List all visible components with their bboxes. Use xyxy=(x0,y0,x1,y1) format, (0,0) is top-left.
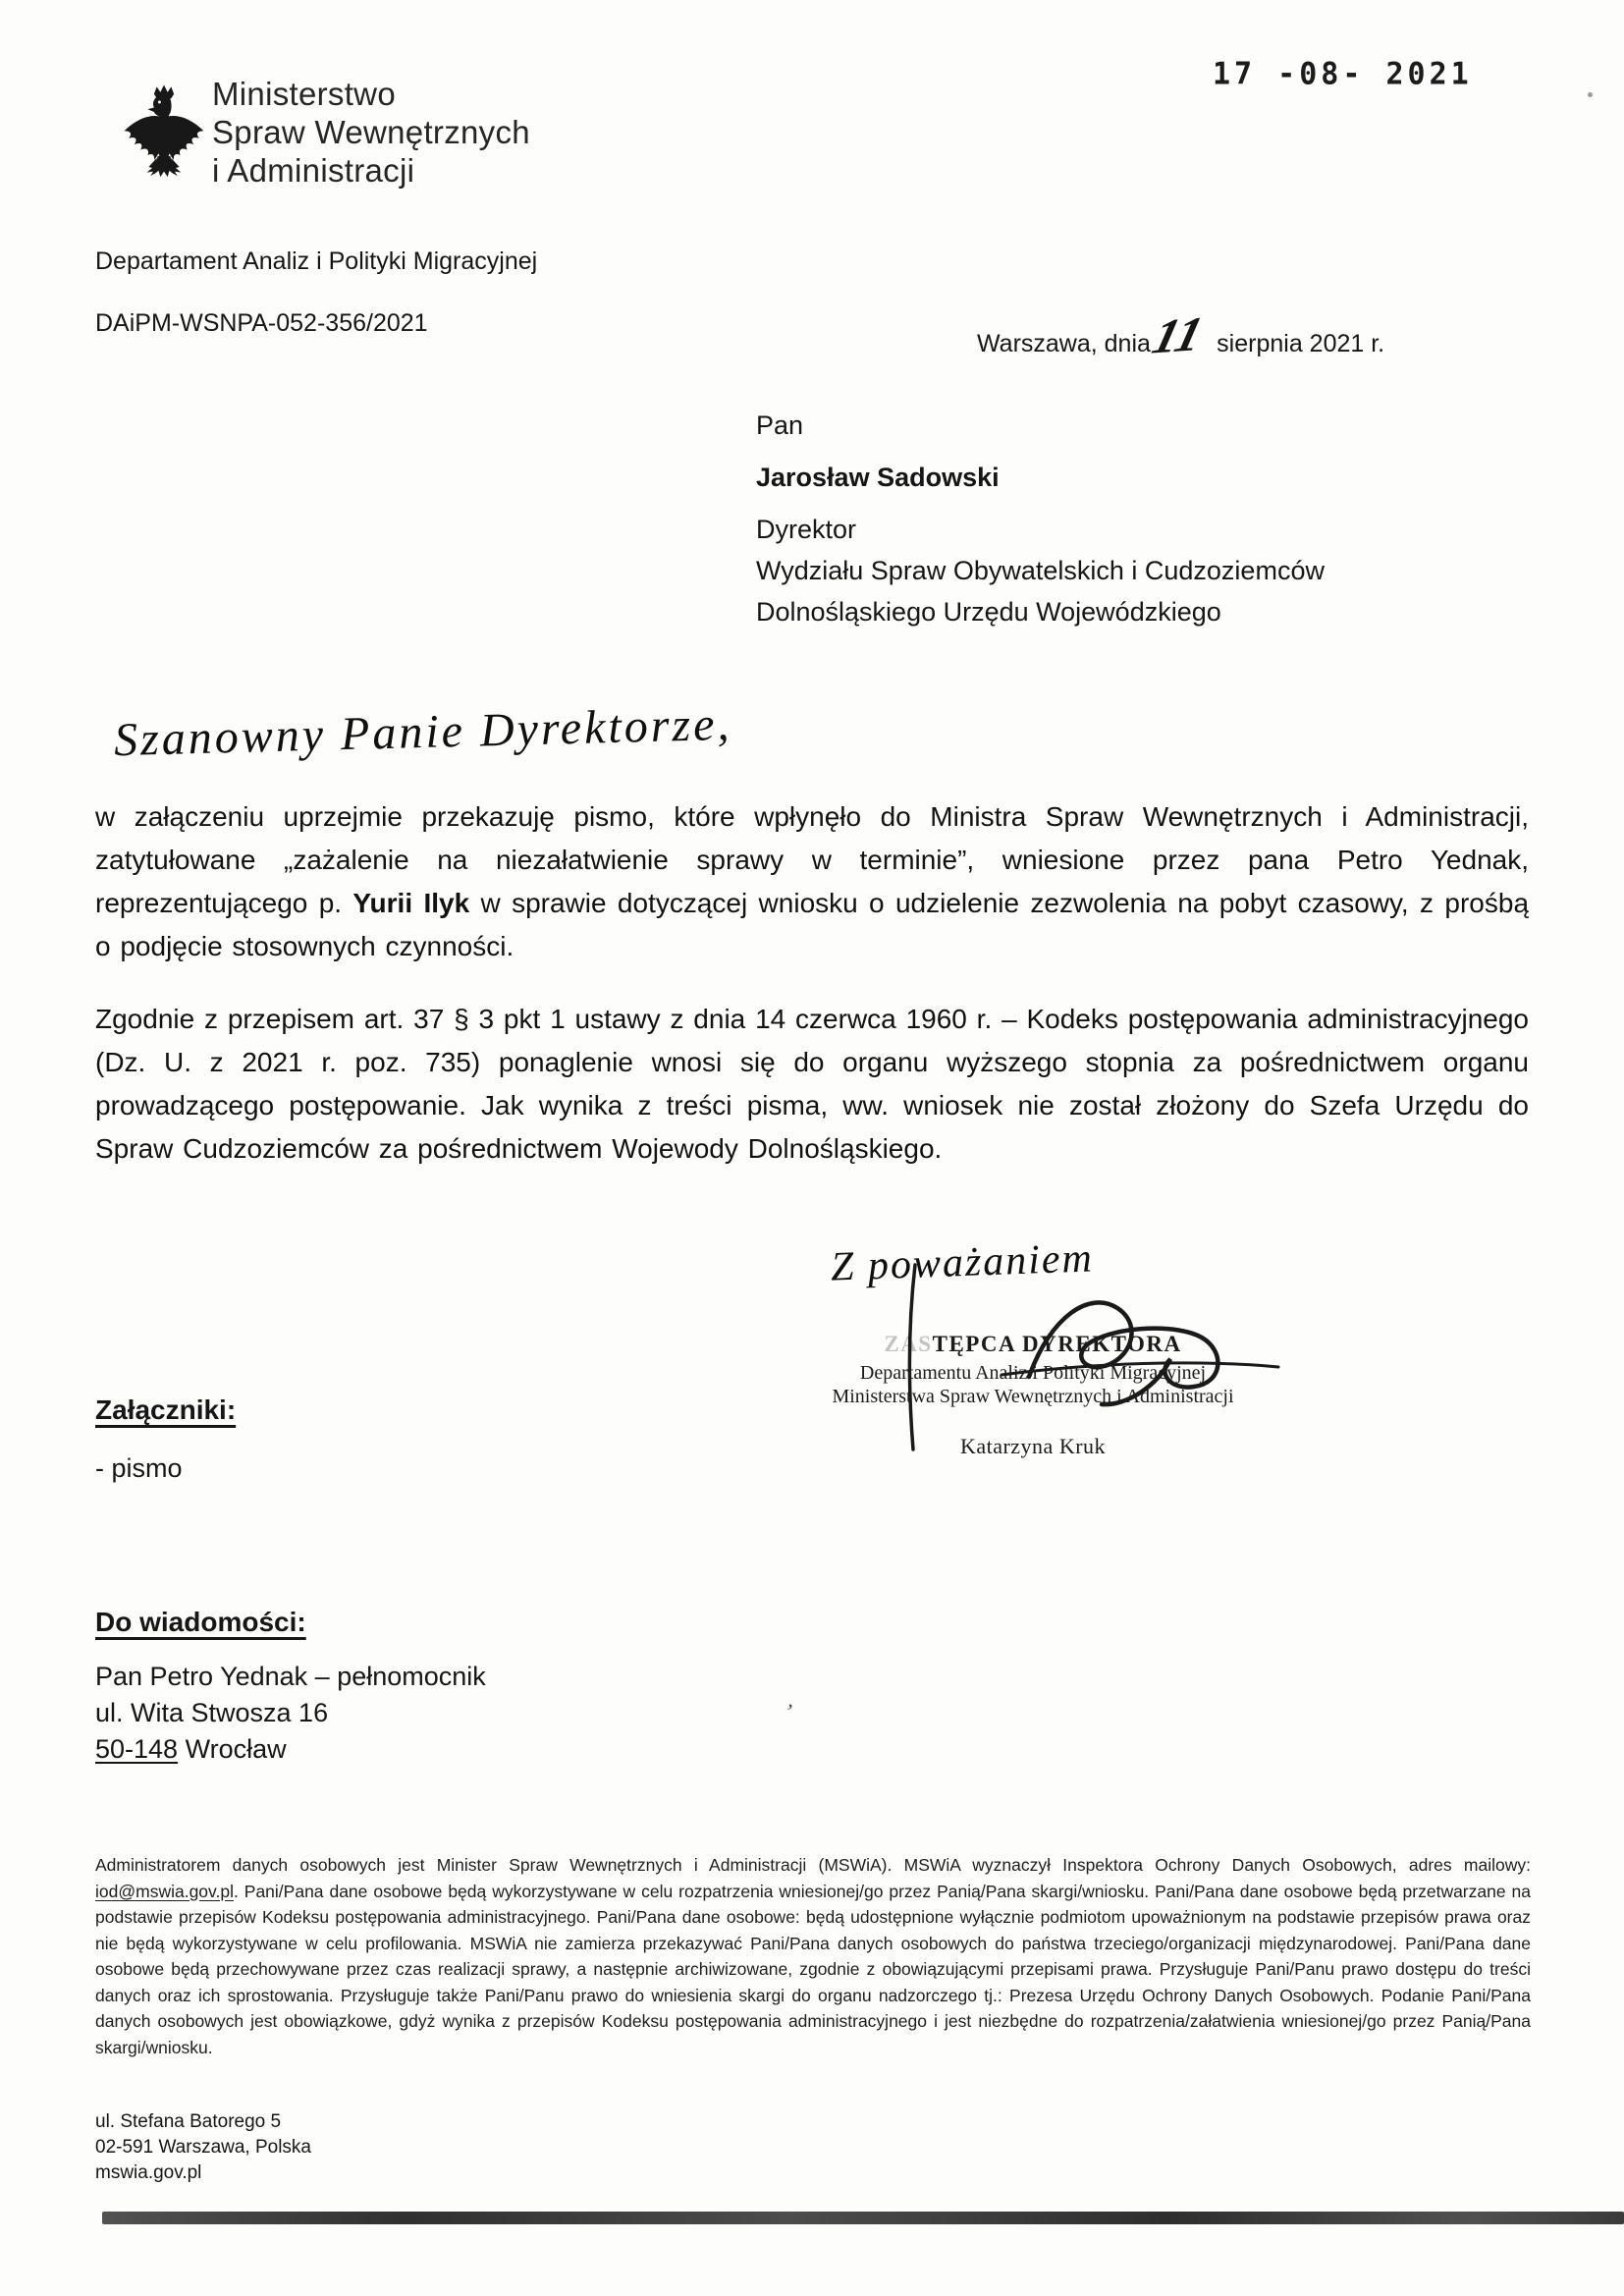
place-date-prefix: Warszawa, dnia xyxy=(977,330,1151,357)
recipient-org-line2: Dolnośląskiego Urzędu Wojewódzkiego xyxy=(756,597,1221,627)
footer-address-line1: ul. Stefana Batorego 5 xyxy=(95,2111,282,2132)
ministry-name xyxy=(212,75,530,190)
rodo-text-after: . Pani/Pana dane osobowe będą wykorzystywane w celu rozpatrzenia wniesionej/go przez Panią/Pana skargi/wniosku. Pani/Pana dane osobowe będą przetwarzane na podstawie przepisów Kodeksu postępowania administracyjnego. Pani/Pana dane osobowe: będą udostępnione wyłącznie podmiotom upoważnionym na podstawie przepisów prawa oraz nie będą wykorzystywane w celu profilowania. MSWiA nie zamierza przekazywać Pani/Pana danych osobowych do państwa trzeciego/organizacji międzynarodowej. Pani/Pana dane osobowe będą przechowywane przez czas realizacji sprawy, a następnie archiwizowane, zgodnie z obowiązującymi przepisami prawa. Przysługuje Pani/Panu prawo dostępu do treści danych oraz ich sprostowania. Przysługuje także Pani/Panu prawo do wniesienia skargi do organu nadzorczego tj.: Prezesa Urzędu Ochrony Danych Osobowych. Podanie Pani/Pana danych osobowych jest obowiązkowe, gdyż wynika z przepisów Kodeksu postępowania administracyjnego i jest niezbędne do rozpatrzenia/załatwienia wniesionej/go przez Panią/Pana skargi/wniosku. xyxy=(95,1881,1531,2057)
attachments-item: - pismo xyxy=(95,1453,183,1483)
ministry-name-line3: i Administracji xyxy=(212,152,415,189)
cc-line-2: ul. Wita Stwosza 16 xyxy=(95,1698,329,1727)
cc-city: Wrocław xyxy=(178,1734,287,1764)
body-paragraph-1 xyxy=(95,795,1529,968)
recipient-salutation: Pan xyxy=(756,410,804,440)
para1-bold-name: Yurii Ilyk xyxy=(352,888,470,918)
signer-name: Katarzyna Kruk xyxy=(959,1434,1107,1458)
stamp-title xyxy=(811,1332,1255,1357)
rodo-email: iod@mswia.gov.pl xyxy=(95,1881,234,1901)
cc-line-1: Pan Petro Yednak – pełnomocnik xyxy=(95,1662,486,1691)
handwritten-day: 11 xyxy=(1147,305,1209,364)
scan-edge-bar xyxy=(102,2212,1624,2224)
data-protection-notice xyxy=(95,1852,1531,2060)
received-date-stamp: 17 -08- 2021 xyxy=(1213,56,1473,92)
stamp-title-rest: TĘPCA DYREKTORA xyxy=(932,1332,1182,1356)
footer-address-line2: 02-591 Warszawa, Polska xyxy=(95,2137,312,2158)
recipient-org-line1: Wydziału Spraw Obywatelskich i Cudzoziemców xyxy=(756,556,1325,585)
signature-stamp-block xyxy=(811,1332,1255,1459)
stamp-department: Departamentu Analiz i Polityki Migracyjnej xyxy=(859,1362,1207,1384)
scan-speck xyxy=(1588,92,1593,97)
department-line: Departament Analiz i Polityki Migracyjnej xyxy=(95,247,538,275)
handwritten-closing: Z poważaniem xyxy=(830,1235,1095,1290)
handwritten-salutation: Szanowny Panie Dyrektorze, xyxy=(113,697,733,767)
footer-website: mswia.gov.pl xyxy=(95,2162,202,2183)
place-and-date xyxy=(977,306,1384,363)
stamp-ministry: Ministerstwa Spraw Wewnętrznych i Administracji xyxy=(832,1386,1234,1407)
polish-eagle-logo-icon xyxy=(120,79,208,191)
recipient-title: Dyrektor xyxy=(756,515,857,544)
ministry-name-line1: Ministerstwo xyxy=(212,76,396,112)
ministry-name-line2: Spraw Wewnętrznych xyxy=(212,114,530,150)
stamp-title-faded: ZAS xyxy=(884,1332,933,1356)
rodo-text-before: Administratorem danych osobowych jest Minister Spraw Wewnętrznych i Administracji (MSWiA). MSWiA wyznaczył Inspektora Ochrony Danych Osobowych, adres mailowy: xyxy=(95,1855,1531,1875)
cc-heading: Do wiadomości: xyxy=(95,1607,306,1637)
attachments-heading: Załączniki: xyxy=(95,1394,237,1425)
scan-speck-apostrophe: ʼ xyxy=(783,1698,795,1724)
cc-postal-code: 50-148 xyxy=(95,1734,179,1764)
body-paragraph-2: Zgodnie z przepisem art. 37 § 3 pkt 1 ustawy z dnia 14 czerwca 1960 r. – Kodeks postępowania administracyjnego (Dz. U. z 2021 r. poz. 735) ponaglenie wnosi się do organu wyższego stopnia za pośrednictwem organu prowadzącego postępowanie. Jak wynika z treści pisma, ww. wniosek nie został złożony do Szefa Urzędu do Spraw Cudzoziemców za pośrednictwem Wojewody Dolnośląskiego. xyxy=(95,1004,1529,1164)
recipient-name: Jarosław Sadowski xyxy=(756,463,1000,492)
place-date-suffix: sierpnia 2021 r. xyxy=(1217,330,1385,357)
para1-text-after: w sprawie dotyczącej wniosku o udzielenie zezwolenia na pobyt czasowy, z prośbą o podjęcie stosownych czynności. xyxy=(95,888,1530,961)
cc-line-3 xyxy=(95,1734,287,1765)
reference-number: DAiPM-WSNPA-052-356/2021 xyxy=(95,309,428,337)
para1-text: w załączeniu uprzejmie przekazuję pismo, które wpłynęło do Ministra Spraw Wewnętrznych i Administracji, zatytułowane „zażalenie na niezałatwienie sprawy w terminie”, wniesione przez pana Petro Yednak, reprezentującego p. xyxy=(95,801,1529,918)
